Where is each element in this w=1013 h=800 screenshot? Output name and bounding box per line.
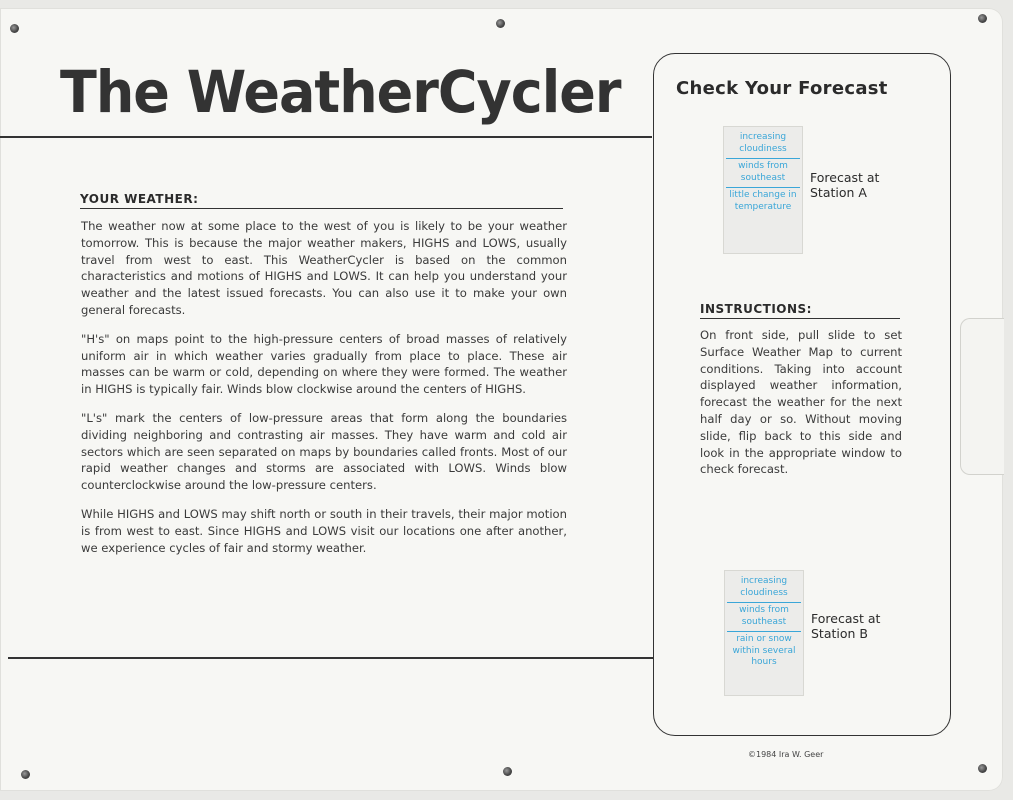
station-b-window: [724, 570, 804, 696]
station-b-label: Forecast at Station B: [811, 611, 881, 641]
instructions-text: On front side, pull slide to set Surface Weather Map to current conditions. Taking into account displayed weather information, forecast the weather for the next half day or so. Without moving slide, flip back to this side and look in the appropriate window to check forecast.: [700, 328, 902, 477]
rivet-icon: [10, 24, 19, 33]
instructions-heading: INSTRUCTIONS:: [700, 302, 900, 319]
divider: [8, 657, 654, 659]
forecast-item: little change in temperature: [726, 187, 800, 216]
rivet-icon: [496, 19, 505, 28]
forecast-item: increasing cloudiness: [740, 576, 788, 598]
forecast-panel-title: Check Your Forecast: [676, 78, 888, 99]
forecast-item: winds from southeast: [727, 602, 801, 631]
slide-pull-tab[interactable]: [960, 318, 1004, 475]
page-title: The WeatherCycler: [60, 58, 621, 127]
forecast-item: increasing cloudiness: [739, 132, 787, 154]
paragraph: "L's" mark the centers of low-pressure areas that form along the boundaries dividing neighboring and contrasting air masses. They have warm and cold air sectors which are seen separated on maps by boundaries called fronts. Most of our rapid weather changes and storms are associated with LOWS. Winds blow counterclockwise around the low-pressure centers.: [81, 410, 567, 493]
your-weather-text: [81, 218, 567, 568]
your-weather-heading: YOUR WEATHER:: [80, 192, 563, 209]
rivet-icon: [978, 14, 987, 23]
rivet-icon: [978, 764, 987, 773]
forecast-item: winds from southeast: [726, 158, 800, 187]
station-a-window: [723, 126, 803, 254]
divider: [0, 136, 652, 138]
station-a-label: Forecast at Station A: [810, 170, 880, 200]
paragraph: The weather now at some place to the west of you is likely to be your weather tomorrow. This is because the major weather makers, HIGHS and LOWS, usually travel from west to east. This WeatherCycler is based on the common characteristics and motions of HIGHS and LOWS. It can help you understand your weather and the latest issued forecasts. You can also use it to make your own general forecasts.: [81, 219, 567, 317]
forecast-item: rain or snow within several hours: [727, 631, 801, 672]
paragraph: While HIGHS and LOWS may shift north or south in their travels, their major motion is from west to east. Since HIGHS and LOWS visit our locations one after another, we experience cycles of fair and stormy weather.: [81, 506, 567, 555]
rivet-icon: [503, 767, 512, 776]
copyright-notice: ©1984 Ira W. Geer: [748, 750, 824, 759]
rivet-icon: [21, 770, 30, 779]
paragraph: "H's" on maps point to the high-pressure centers of broad masses of relatively uniform air in which weather varies gradually from place to place. These air masses can be warm or cold, depending on where they were formed. The weather in HIGHS is typically fair. Winds blow clockwise around the centers of HIGHS.: [81, 331, 567, 397]
